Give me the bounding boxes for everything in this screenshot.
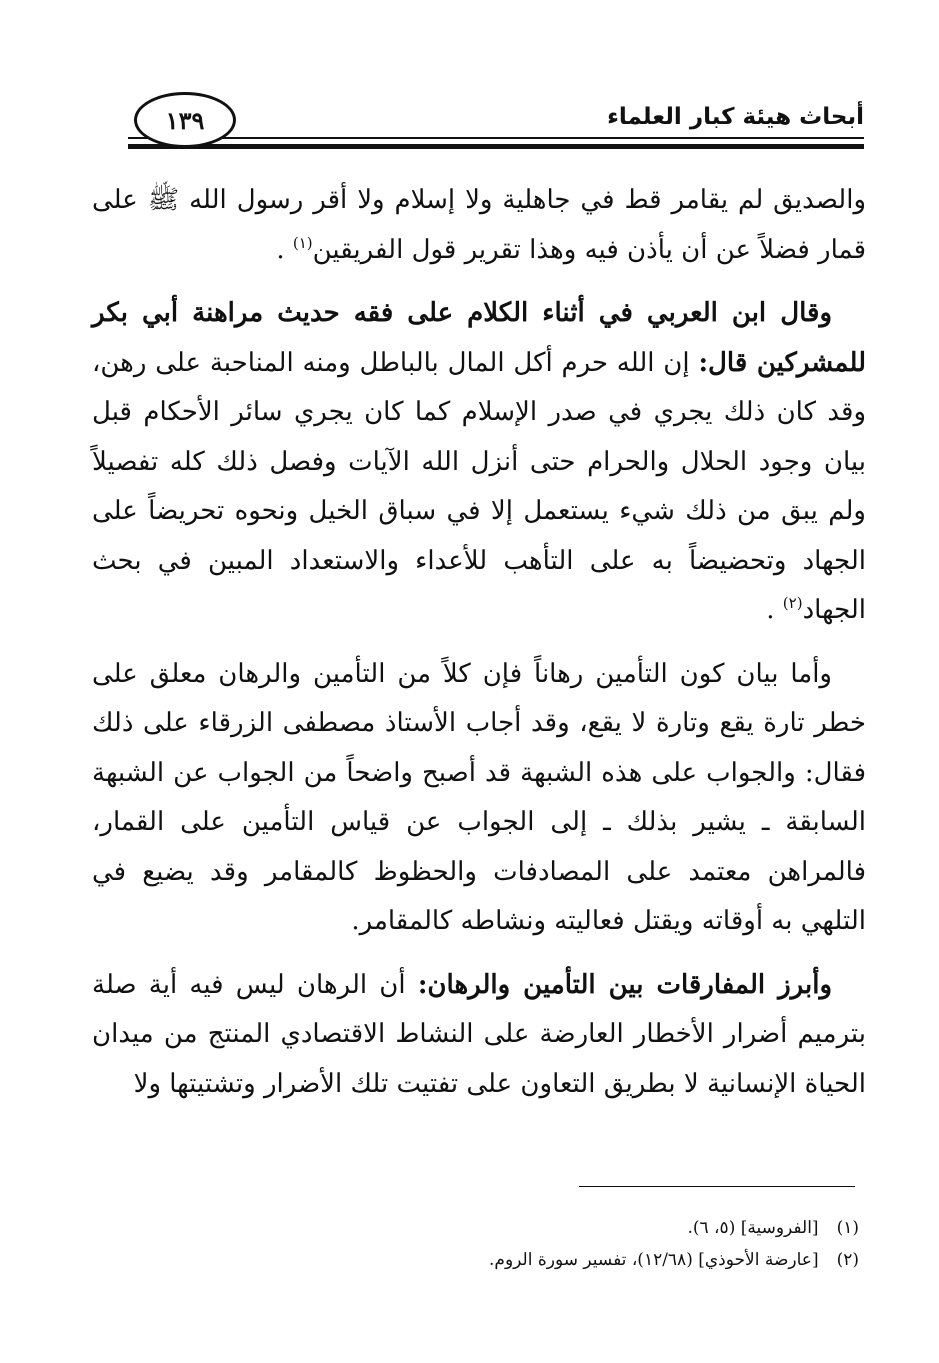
paragraph-1-text: والصديق لم يقامر قط في جاهلية ولا إسلام ولا أقر رسول الله ﷺ على قمار فضلاً عن أن يأذن فيه وهذا تقرير قول الفريقين bbox=[92, 185, 866, 265]
paragraph-2 bbox=[92, 289, 866, 636]
body-text bbox=[92, 176, 866, 1123]
page-number: ١٣٩ bbox=[165, 105, 205, 135]
footnote-1-number: (١) bbox=[836, 1218, 859, 1238]
running-title: أبحاث هيئة كبار العلماء bbox=[607, 104, 864, 130]
paragraph-1-end: . bbox=[276, 234, 293, 265]
paragraph-1 bbox=[92, 176, 866, 275]
paragraph-2-bold: وقال ابن العربي في أثناء الكلام على فقه حديث مراهنة أبي بكر للمشركين قال: bbox=[92, 298, 866, 378]
header-rule-thin bbox=[128, 137, 864, 139]
header-rule-thick bbox=[128, 144, 864, 149]
paragraph-2-text: إن الله حرم أكل المال بالباطل ومنه المناحبة على رهن، وقد كان ذلك يجري في صدر الإسلام كما كان يجري سائر الأحكام قبل بيان وجود الحلال والحرام حتى أنزل الله الآيات وفصل ذلك كله تفصيلاً ولم يبق من ذلك شيء يستعمل إلا في سباق الخيل ونحوه تحريضاً على الجهاد وتحضيضاً به على التأهب للأعداء والاستعداد المبين في بحث الجهاد bbox=[92, 347, 866, 625]
page-number-oval bbox=[134, 92, 236, 148]
paragraph-3: وأما بيان كون التأمين رهاناً فإن كلاً من التأمين والرهان معلق على خطر تارة يقع وتارة لا يقع، وقد أجاب الأستاذ مصطفى الزرقاء على ذلك فقال: والجواب على هذه الشبهة قد أصبح واضحاً من الجواب عن الشبهة السابقة ـ يشير بذلك ـ إلى الجواب عن قياس التأمين على القمار، فالمراهن معتمد على المصادفات والحظوظ كالمقامر وقد يضيع في التلهي به أوقاته ويقتل فعاليته ونشاطه كالمقامر. bbox=[92, 658, 866, 936]
footnotes bbox=[99, 1212, 859, 1276]
footnote-ref-1: (١) bbox=[292, 233, 313, 252]
footnote-1 bbox=[99, 1212, 859, 1244]
paragraph-4-text: أن الرهان ليس فيه أية صلة بترميم أضرار الأخطار العارضة على النشاط الاقتصادي المنتج من ميدان الحياة الإنسانية لا بطريق التعاون على تفتيت تلك الأضرار وتشتيتها ولا bbox=[92, 969, 866, 1099]
footnote-2-number: (٢) bbox=[836, 1250, 859, 1270]
paragraph-4-bold: وأبرز المفارقات بين التأمين والرهان: bbox=[417, 969, 833, 1000]
paragraph-2-end: . bbox=[766, 595, 783, 625]
footnote-2 bbox=[99, 1244, 859, 1276]
page-header bbox=[128, 86, 864, 166]
footnote-2-text: [عارضة الأحوذي] (١٢/٦٨)، تفسير سورة الروم. bbox=[489, 1250, 819, 1270]
footnote-separator bbox=[579, 1186, 855, 1187]
footnote-ref-2: (٢) bbox=[782, 594, 803, 612]
paragraph-4 bbox=[92, 961, 866, 1110]
footnote-1-text: [الفروسية] (٥، ٦). bbox=[687, 1218, 819, 1238]
